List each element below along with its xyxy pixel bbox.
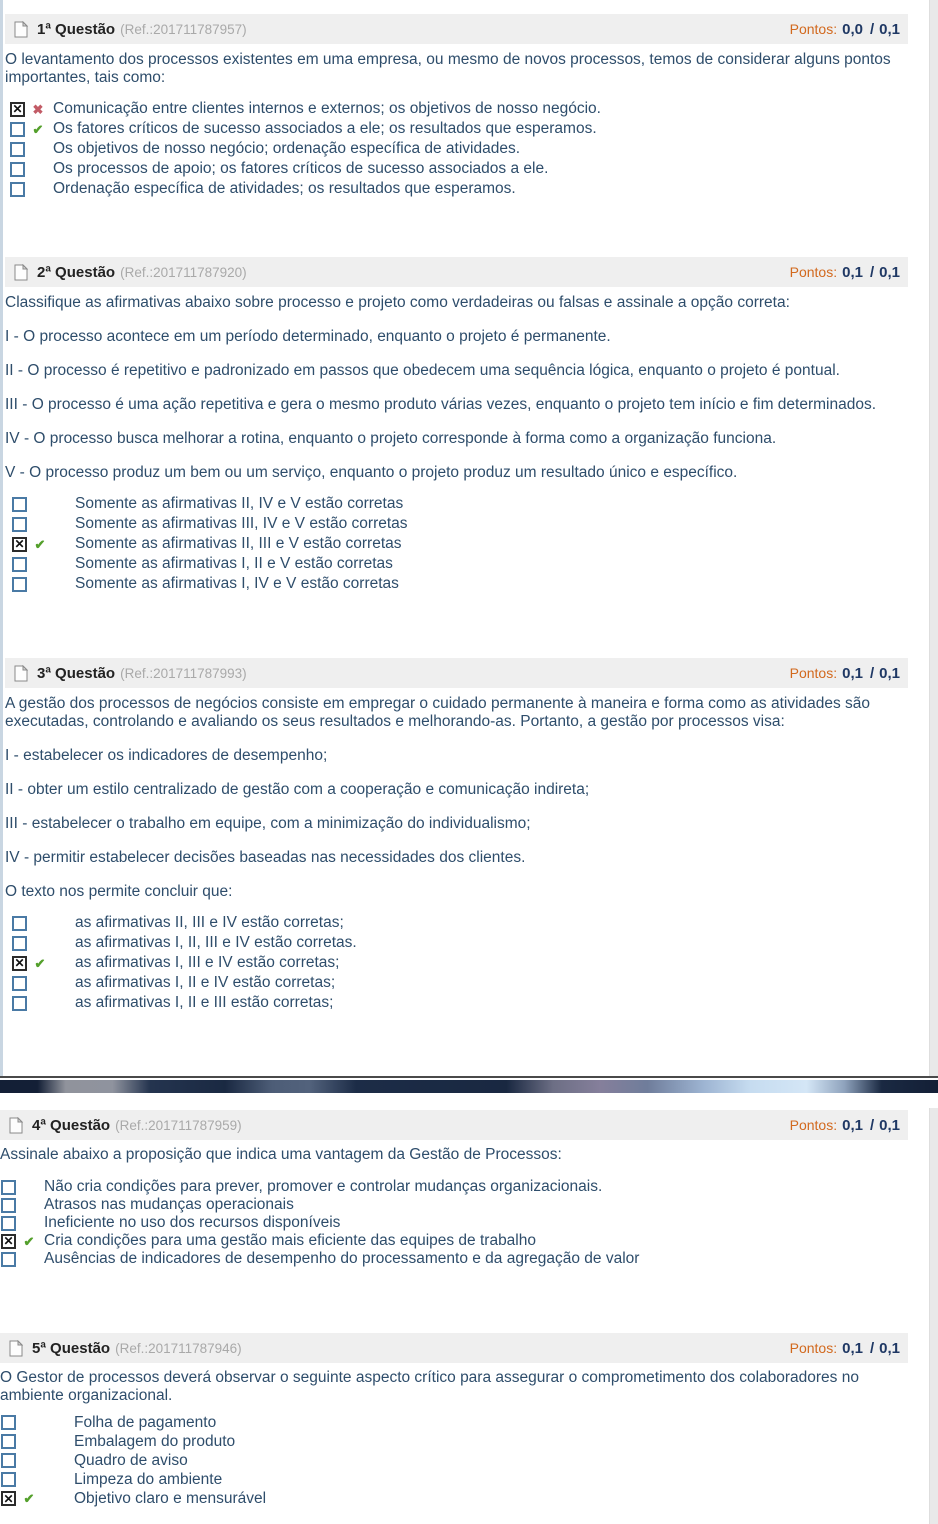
points-earned: 0,1	[842, 1339, 863, 1357]
checkbox[interactable]	[10, 162, 25, 177]
question-body	[0, 1369, 898, 1405]
answer-option	[12, 953, 913, 973]
option-text: Objetivo claro e mensurável	[74, 1489, 267, 1507]
checkbox[interactable]	[10, 122, 25, 137]
checkbox[interactable]	[12, 976, 27, 991]
question-body	[5, 695, 903, 901]
statement-V: V - O processo produz um bem ou um serviço, enquanto o projeto produz um resultado único e específico.	[5, 464, 738, 481]
option-text: Limpeza do ambiente	[74, 1470, 223, 1488]
answer-option	[12, 494, 913, 514]
scrollbar-track-top[interactable]	[929, 0, 938, 1076]
answer-option	[12, 913, 913, 933]
answer-option	[1, 1470, 908, 1489]
answer-option	[12, 574, 913, 594]
question-header	[5, 257, 908, 287]
frame-bottom-border	[0, 1076, 938, 1078]
points-total: 0,1	[879, 263, 900, 281]
option-text: Somente as afirmativas II, IV e V estão corretas	[75, 495, 404, 512]
answer-option	[1, 1489, 908, 1508]
points	[790, 665, 900, 682]
answer-option	[1, 1232, 908, 1250]
question-title: 1ª Questão	[37, 20, 116, 38]
option-text: Os fatores críticos de sucesso associados a ele; os resultados que esperamos.	[53, 120, 597, 137]
answer-option	[12, 993, 913, 1013]
document-icon	[14, 21, 28, 38]
checkbox[interactable]	[12, 557, 27, 572]
answer-option	[1, 1413, 908, 1432]
points	[790, 21, 900, 38]
correct-check-icon: ✔	[34, 536, 46, 552]
question-body	[5, 51, 903, 87]
option-text: Somente as afirmativas I, II e V estão corretas	[75, 555, 393, 572]
points-total: 0,1	[879, 1339, 900, 1357]
option-text: as afirmativas I, II e IV estão corretas;	[75, 974, 336, 991]
answer-option	[12, 554, 913, 574]
answer-option	[1, 1250, 908, 1268]
points-earned: 0,1	[842, 664, 863, 682]
points-separator: /	[869, 664, 875, 682]
options-list	[1, 1413, 908, 1508]
checkbox[interactable]	[12, 517, 27, 532]
option-text: as afirmativas II, III e IV estão corretas;	[75, 914, 344, 931]
question-block-3	[5, 658, 913, 1013]
points-label: Pontos:	[789, 1339, 838, 1356]
correct-check-icon: ✔	[23, 1233, 35, 1249]
answer-option	[10, 119, 913, 139]
points	[790, 1117, 900, 1134]
statement-I: I - O processo acontece em um período determinado, enquanto o projeto é permanente.	[5, 328, 611, 345]
options-list	[10, 99, 913, 199]
quiz-frame-bottom	[0, 1093, 928, 1508]
question-header	[5, 14, 908, 44]
question-block-2	[5, 257, 913, 594]
answer-option	[10, 179, 913, 199]
statement-III: III - estabelecer o trabalho em equipe, com a minimização do individualismo;	[5, 815, 531, 832]
question-paragraph: O levantamento dos processos existentes em uma empresa, ou mesmo de novos processos, temos de considerar alguns pontos importantes, tais como:	[5, 51, 891, 86]
option-text: Comunicação entre clientes internos e externos; os objetivos de nosso negócio.	[53, 100, 601, 117]
document-icon	[14, 665, 28, 682]
checkbox[interactable]	[1, 1252, 16, 1267]
statement-II: II - obter um estilo centralizado de gestão com a cooperação e comunicação indireta;	[5, 781, 590, 798]
checkbox-checked[interactable]: ✕	[10, 102, 25, 117]
option-text: Quadro de aviso	[74, 1451, 188, 1469]
points-separator: /	[869, 263, 875, 281]
answer-option	[1, 1214, 908, 1232]
answer-option	[10, 139, 913, 159]
points-label: Pontos:	[789, 664, 838, 681]
answer-option	[12, 933, 913, 953]
answer-option	[12, 514, 913, 534]
correct-check-icon: ✔	[32, 121, 44, 137]
document-icon	[9, 1117, 23, 1134]
question-body	[5, 294, 903, 482]
question-ref: (Ref.:201711787959)	[115, 1117, 242, 1133]
points-separator: /	[869, 20, 875, 38]
option-text: Ordenação específica de atividades; os resultados que esperamos.	[53, 180, 516, 197]
checkbox[interactable]	[12, 577, 27, 592]
points-total: 0,1	[879, 1116, 900, 1134]
question-ref: (Ref.:201711787957)	[120, 21, 247, 37]
option-text: Os processos de apoio; os fatores críticos de sucesso associados a ele.	[53, 160, 549, 177]
option-text: Os objetivos de nosso negócio; ordenação específica de atividades.	[53, 140, 521, 157]
points-total: 0,1	[879, 20, 900, 38]
question-paragraph: O Gestor de processos deverá observar o seguinte aspecto crítico para assegurar o comprometimento dos colaboradores no ambiente organizacional.	[0, 1369, 859, 1404]
points-separator: /	[869, 1339, 875, 1357]
options-list	[12, 494, 913, 594]
scrollbar-track-bottom[interactable]	[929, 1108, 938, 1524]
points-label: Pontos:	[789, 20, 838, 37]
points-label: Pontos:	[789, 1116, 838, 1133]
question-ref: (Ref.:201711787946)	[115, 1340, 242, 1356]
question-paragraph: A gestão dos processos de negócios consiste em empregar o cuidado permanente à maneira e forma como as atividades são executadas, controlando e avaliando os seus resultados e melhorando-as. Portanto, a gestão por processos visa:	[5, 695, 871, 730]
checkbox[interactable]	[1, 1472, 16, 1487]
option-text: as afirmativas I, II, III e IV estão corretas.	[75, 934, 357, 951]
statement-II: II - O processo é repetitivo e padronizado em passos que obedecem uma sequência lógica, enquanto o projeto é pontual.	[5, 362, 840, 379]
option-text: Ausências de indicadores de desempenho do processamento e da agregação de valor	[44, 1250, 640, 1267]
checkbox[interactable]	[1, 1198, 16, 1213]
option-text: Somente as afirmativas III, IV e V estão corretas	[75, 515, 408, 532]
question-header	[5, 658, 908, 688]
points-earned: 0,1	[842, 263, 863, 281]
answer-option	[1, 1196, 908, 1214]
question-block-1	[5, 14, 913, 199]
statement-IV: IV - O processo busca melhorar a rotina, enquanto o projeto corresponde à forma como a organização funciona.	[5, 430, 777, 447]
question-title: 5ª Questão	[32, 1339, 111, 1357]
checkbox[interactable]	[10, 142, 25, 157]
checkbox[interactable]	[12, 936, 27, 951]
checkbox[interactable]	[1, 1453, 16, 1468]
document-icon	[9, 1340, 23, 1357]
document-icon	[14, 264, 28, 281]
question-ref: (Ref.:201711787920)	[120, 264, 247, 280]
checkbox[interactable]	[12, 996, 27, 1011]
incorrect-x-icon: ✖	[32, 101, 44, 117]
question-header	[0, 1333, 908, 1363]
checkbox-checked[interactable]: ✕	[1, 1491, 16, 1506]
question-ref: (Ref.:201711787993)	[120, 665, 247, 681]
checkbox[interactable]	[1, 1415, 16, 1430]
option-text: Folha de pagamento	[74, 1413, 217, 1431]
option-text: Somente as afirmativas II, III e V estão corretas	[75, 535, 402, 552]
answer-option	[1, 1178, 908, 1196]
checkbox-checked[interactable]: ✕	[1, 1234, 16, 1249]
checkbox[interactable]	[12, 497, 27, 512]
option-text: as afirmativas I, III e IV estão corretas;	[75, 954, 340, 971]
checkbox[interactable]	[12, 916, 27, 931]
points-separator: /	[869, 1116, 875, 1134]
correct-check-icon: ✔	[23, 1491, 35, 1506]
question-title: 3ª Questão	[37, 664, 116, 682]
options-list	[1, 1178, 908, 1268]
statement-IV: IV - permitir estabelecer decisões baseadas nas necessidades dos clientes.	[5, 849, 526, 866]
option-text: Cria condições para uma gestão mais eficiente das equipes de trabalho	[44, 1232, 536, 1249]
statement-I: I - estabelecer os indicadores de desempenho;	[5, 747, 328, 764]
checkbox-checked[interactable]: ✕	[12, 537, 27, 552]
checkbox[interactable]	[1, 1180, 16, 1195]
options-list	[12, 913, 913, 1013]
option-text: Não cria condições para prever, promover e controlar mudanças organizacionais.	[44, 1178, 603, 1195]
points-total: 0,1	[879, 664, 900, 682]
option-text: Ineficiente no uso dos recursos disponíveis	[44, 1214, 341, 1231]
answer-option	[1, 1451, 908, 1470]
question-block-4	[0, 1110, 908, 1268]
option-text: as afirmativas I, II e III estão corretas;	[75, 994, 334, 1011]
points	[790, 1340, 900, 1357]
question-header	[0, 1110, 908, 1140]
window-divider-bar	[0, 1080, 938, 1093]
answer-option	[10, 159, 913, 179]
points-earned: 0,1	[842, 1116, 863, 1134]
answer-option	[12, 534, 913, 554]
points-label: Pontos:	[789, 263, 838, 280]
answer-option	[1, 1432, 908, 1451]
checkbox[interactable]	[10, 182, 25, 197]
option-text: Somente as afirmativas I, IV e V estão corretas	[75, 575, 399, 592]
answer-option	[12, 973, 913, 993]
checkbox-checked[interactable]: ✕	[12, 956, 27, 971]
question-paragraph: Assinale abaixo a proposição que indica uma vantagem da Gestão de Processos:	[0, 1146, 562, 1163]
checkbox[interactable]	[1, 1434, 16, 1449]
question-block-5	[0, 1333, 908, 1508]
points-earned: 0,0	[842, 20, 863, 38]
option-text: Embalagem do produto	[74, 1432, 236, 1450]
checkbox[interactable]	[1, 1216, 16, 1231]
correct-check-icon: ✔	[34, 955, 46, 971]
question-title: 2ª Questão	[37, 263, 116, 281]
question-body	[0, 1146, 898, 1164]
question-paragraph: Classifique as afirmativas abaixo sobre processo e projeto como verdadeiras ou falsas e assinale a opção correta:	[5, 294, 790, 311]
conclusion-line: O texto nos permite concluir que:	[5, 883, 233, 900]
option-text: Atrasos nas mudanças operacionais	[44, 1196, 294, 1213]
points	[790, 264, 900, 281]
answer-option	[10, 99, 913, 119]
statement-III: III - O processo é uma ação repetitiva e gera o mesmo produto várias vezes, enquanto o projeto tem início e fim determinados.	[5, 396, 877, 413]
question-title: 4ª Questão	[32, 1116, 111, 1134]
